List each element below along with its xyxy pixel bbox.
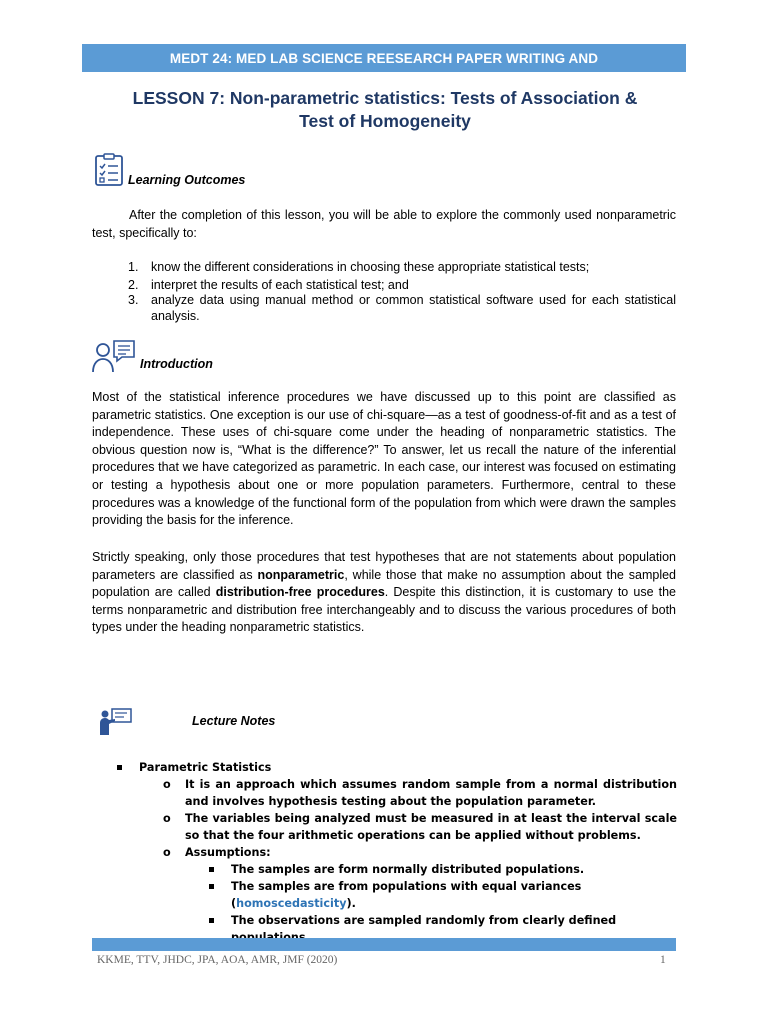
- circle-bullet-icon: o: [163, 812, 171, 825]
- list-item: Parametric Statistics: [117, 759, 677, 776]
- lecture-notes-content: [117, 759, 677, 946]
- course-title: MEDT 24: MED LAB SCIENCE REESEARCH PAPER WRITING AND: [169, 50, 599, 66]
- introduction-paragraph-2: Strictly speaking, only those procedures that test hypotheses that are not statements about population parameters are classified as nonparametric, while those that make no assumption about the sampled population are called distribution-free procedures. Despite this distinction, it is customary to use the terms nonparametric and distribution free interchangeably and to discuss the various procedures of both types under the heading nonparametric statistics.: [92, 550, 677, 635]
- learning-outcomes-intro: After the completion of this lesson, you will be able to explore the commonly used nonparametric test, specifically to:: [92, 208, 676, 240]
- term-nonparametric: nonparametric: [257, 567, 345, 582]
- presenter-board-icon: [98, 708, 132, 741]
- list-item: o It is an approach which assumes random sample from a normal distribution and involves hypothesis testing about the population parameter.: [163, 778, 677, 808]
- lesson-title-line2: Test of Homogeneity: [299, 111, 471, 131]
- footer-bar: [92, 938, 676, 951]
- list-item: o Assumptions:: [163, 846, 271, 859]
- lecture-notes-heading: Lecture Notes: [192, 714, 276, 728]
- course-header-bar: [82, 44, 686, 72]
- circle-bullet-icon: o: [163, 778, 171, 791]
- clipboard-checklist-icon: [94, 153, 126, 192]
- square-bullet-icon: [209, 918, 214, 923]
- page-number: 1: [660, 954, 666, 966]
- lesson-title-line1: LESSON 7: Non-parametric statistics: Tests of Association &: [132, 88, 638, 108]
- term-homoscedasticity: homoscedasticity: [236, 897, 347, 910]
- term-distribution-free: distribution-free procedures: [215, 585, 385, 600]
- list-item: The observations are sampled randomly from clearly defined: [209, 912, 677, 946]
- introduction-heading: Introduction: [140, 357, 213, 371]
- list-item: o The variables being analyzed must be measured in at least the interval scale so that the four arithmetic operations can be applied without problems.: [163, 812, 677, 842]
- list-item: 1. know the different considerations in choosing these appropriate statistical tests;: [128, 260, 590, 274]
- introduction-paragraph-1: Most of the statistical inference procedures we have discussed up to this point are classified as parametric statistics. One exception is our use of chi-square—as a test of goodness-of-fit and as a test of independence. These uses of chi-square come under the heading of nonparametric statistics. The obvious question now is, “What is the difference?” To answer, let us recall the nature of the inferential procedures that we have categorized as parametric. In each case, our interest was focused on estimating or testing a hypothesis about one or more population parameters. Furthermore, central to these procedures was a knowledge of the functional form of the population from which were drawn the samples providing the basis for the inference.: [92, 390, 676, 528]
- lesson-title: [90, 87, 680, 133]
- square-bullet-icon: [209, 867, 214, 872]
- circle-bullet-icon: o: [163, 846, 171, 859]
- learning-outcomes-heading: Learning Outcomes: [128, 173, 246, 187]
- list-item: The samples are from populations with equal variances (homoscedasticity).: [209, 878, 677, 912]
- person-speech-icon: [92, 339, 138, 378]
- list-item: The samples are form normally distributed populations.: [209, 861, 677, 878]
- list-item: 2. interpret the results of each statistical test; and: [128, 277, 409, 292]
- square-bullet-icon: [117, 765, 122, 770]
- footer-authors: KKME, TTV, JHDC, JPA, AOA, AMR, JMF (2020): [97, 954, 338, 966]
- list-item: 3. analyze data using manual method or common statistical software used for each statistical analysis.: [128, 293, 676, 323]
- square-bullet-icon: [209, 884, 214, 889]
- learning-outcomes-list: [128, 260, 676, 324]
